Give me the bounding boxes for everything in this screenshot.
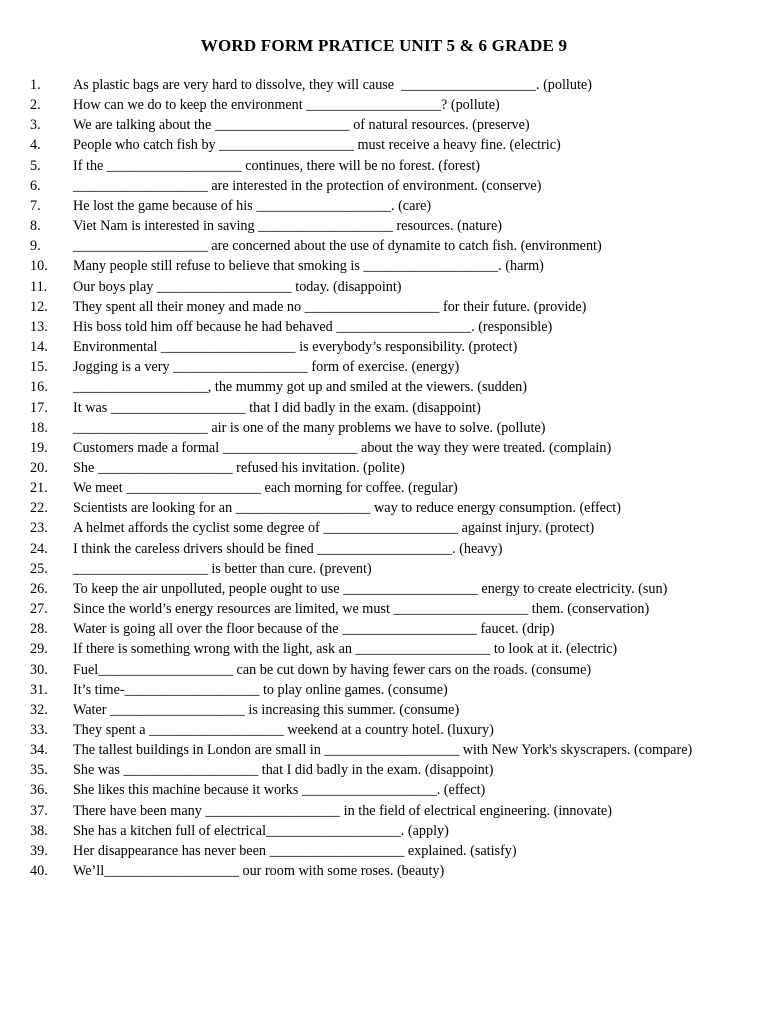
exercise-item	[30, 498, 746, 518]
exercise-item	[30, 95, 746, 115]
exercise-item	[30, 720, 746, 740]
exercise-item	[30, 801, 746, 821]
exercise-text: A helmet affords the cyclist some degree of ___________________ against injury. (protect)	[73, 520, 595, 537]
exercise-item	[30, 760, 746, 780]
worksheet-title: WORD FORM PRATICE UNIT 5 & 6 GRADE 9	[200, 36, 568, 55]
exercise-item	[30, 277, 746, 297]
exercise-item	[30, 458, 746, 478]
exercise-number: 24.	[30, 540, 48, 557]
exercise-number: 17.	[30, 399, 48, 416]
exercise-item	[30, 599, 746, 619]
exercise-text: If there is something wrong with the light, ask an ___________________ to look at it. (electric)	[73, 641, 618, 658]
exercise-item	[30, 156, 746, 176]
exercise-number: 2.	[30, 97, 41, 114]
exercise-number: 4.	[30, 137, 41, 154]
exercise-number: 40.	[30, 863, 48, 880]
exercise-text: ___________________, the mummy got up and smiled at the viewers. (sudden)	[73, 379, 527, 396]
exercise-list	[30, 75, 746, 881]
exercise-text: She ___________________ refused his invitation. (polite)	[73, 459, 405, 476]
exercise-text: It was ___________________ that I did badly in the exam. (disappoint)	[73, 399, 481, 416]
exercise-number: 26.	[30, 580, 48, 597]
exercise-number: 12.	[30, 298, 48, 315]
exercise-item	[30, 740, 746, 760]
exercise-number: 31.	[30, 681, 48, 698]
exercise-item	[30, 377, 746, 397]
exercise-number: 1.	[30, 77, 41, 93]
exercise-text: Water is going all over the floor because of the ___________________ faucet. (drip)	[73, 621, 555, 638]
exercise-text: Many people still refuse to believe that smoking is ___________________. (harm)	[73, 258, 544, 275]
exercise-number: 21.	[30, 480, 48, 497]
exercise-number: 18.	[30, 419, 48, 436]
exercise-item	[30, 256, 746, 276]
exercise-item	[30, 236, 746, 256]
exercise-text: There have been many ___________________ in the field of electrical engineering. (innovate)	[73, 802, 612, 819]
exercise-text: Since the world’s energy resources are limited, we must ___________________ them. (conservation)	[73, 601, 650, 618]
exercise-text: He lost the game because of his ___________________. (care)	[73, 197, 432, 214]
exercise-text: The tallest buildings in London are small in ___________________ with New York's skyscrapers. (compare)	[73, 742, 693, 759]
exercise-number: 30.	[30, 661, 48, 678]
exercise-number: 27.	[30, 601, 48, 618]
exercise-number: 11.	[30, 278, 48, 295]
exercise-text: ___________________ are interested in the protection of environment. (conserve)	[73, 177, 542, 194]
exercise-number: 20.	[30, 459, 48, 476]
exercise-number: 13.	[30, 318, 48, 335]
exercise-text: ___________________ is better than cure. (prevent)	[73, 560, 372, 577]
exercise-item	[30, 135, 746, 155]
exercise-item	[30, 75, 746, 95]
exercise-item	[30, 539, 746, 559]
exercise-number: 7.	[30, 197, 41, 214]
exercise-number: 34.	[30, 742, 48, 759]
exercise-item	[30, 438, 746, 458]
exercise-item	[30, 780, 746, 800]
exercise-item	[30, 660, 746, 680]
exercise-text: I think the careless drivers should be fined ___________________. (heavy)	[73, 540, 503, 557]
exercise-number: 6.	[30, 177, 41, 194]
exercise-number: 5.	[30, 157, 41, 174]
exercise-text: They spent a ___________________ weekend at a country hotel. (luxury)	[73, 722, 494, 738]
exercise-text: Fuel___________________ can be cut down by having fewer cars on the roads. (consume)	[73, 661, 592, 678]
exercise-item	[30, 861, 746, 881]
exercise-number: 25.	[30, 560, 48, 577]
exercise-number: 35.	[30, 762, 48, 779]
exercise-number: 9.	[30, 238, 41, 255]
exercise-number: 33.	[30, 722, 48, 738]
exercise-number: 36.	[30, 782, 48, 799]
exercise-text: His boss told him off because he had behaved ___________________. (responsible)	[73, 318, 553, 335]
exercise-item	[30, 398, 746, 418]
exercise-text: We meet ___________________ each morning for coffee. (regular)	[73, 480, 458, 497]
exercise-text: Customers made a formal ___________________ about the way they were treated. (complain)	[73, 439, 612, 456]
exercise-item	[30, 196, 746, 216]
exercise-item	[30, 317, 746, 337]
exercise-item	[30, 176, 746, 196]
exercise-item	[30, 518, 746, 538]
exercise-item	[30, 639, 746, 659]
exercise-item	[30, 619, 746, 639]
exercise-number: 38.	[30, 822, 48, 839]
exercise-text: If the ___________________ continues, there will be no forest. (forest)	[73, 157, 481, 174]
exercise-text: We are talking about the ___________________ of natural resources. (preserve)	[73, 117, 530, 134]
exercise-number: 32.	[30, 701, 48, 718]
exercise-item	[30, 297, 746, 317]
exercise-item	[30, 216, 746, 236]
exercise-text: Jogging is a very ___________________ form of exercise. (energy)	[73, 359, 460, 376]
exercise-text: Our boys play ___________________ today. (disappoint)	[73, 278, 402, 295]
exercise-text: To keep the air unpolluted, people ought to use ___________________ energy to create electricity. (sun)	[73, 580, 668, 597]
exercise-item	[30, 337, 746, 357]
exercise-item	[30, 680, 746, 700]
exercise-text: ___________________ air is one of the many problems we have to solve. (pollute)	[73, 419, 546, 436]
exercise-item	[30, 821, 746, 841]
exercise-item	[30, 559, 746, 579]
exercise-text: Viet Nam is interested in saving ___________________ resources. (nature)	[73, 218, 503, 235]
exercise-text: They spent all their money and made no ___________________ for their future. (provide)	[73, 298, 587, 315]
exercise-text: She was ___________________ that I did badly in the exam. (disappoint)	[73, 762, 494, 779]
exercise-text: Scientists are looking for an ___________________ way to reduce energy consumption. (effect)	[73, 500, 621, 517]
exercise-item	[30, 700, 746, 720]
exercise-item	[30, 418, 746, 438]
exercise-text: How can we do to keep the environment ___________________? (pollute)	[73, 97, 500, 114]
exercise-number: 22.	[30, 500, 48, 517]
exercise-number: 16.	[30, 379, 48, 396]
exercise-text: She has a kitchen full of electrical___________________. (apply)	[73, 822, 449, 839]
exercise-text: We’ll___________________ our room with some roses. (beauty)	[73, 863, 445, 880]
exercise-text: People who catch fish by ___________________ must receive a heavy fine. (electric)	[73, 137, 561, 154]
exercise-item	[30, 115, 746, 135]
exercise-number: 39.	[30, 842, 48, 859]
exercise-text: Water ___________________ is increasing this summer. (consume)	[73, 701, 460, 718]
exercise-number: 15.	[30, 359, 48, 376]
exercise-number: 29.	[30, 641, 48, 658]
exercise-text: Environmental ___________________ is everybody’s responsibility. (protect)	[73, 339, 518, 356]
exercise-number: 37.	[30, 802, 48, 819]
exercise-item	[30, 357, 746, 377]
exercise-item	[30, 579, 746, 599]
exercise-item	[30, 841, 746, 861]
exercise-number: 14.	[30, 339, 48, 356]
exercise-number: 10.	[30, 258, 48, 275]
exercise-number: 19.	[30, 439, 48, 456]
exercise-text: ___________________ are concerned about the use of dynamite to catch fish. (environment)	[73, 238, 602, 255]
exercise-number: 8.	[30, 218, 41, 235]
exercise-text: As plastic bags are very hard to dissolve, they will cause ___________________. (pollute)	[73, 77, 592, 93]
exercise-number: 28.	[30, 621, 48, 638]
exercise-number: 3.	[30, 117, 41, 134]
exercise-item	[30, 478, 746, 498]
exercise-text: Her disappearance has never been ___________________ explained. (satisfy)	[73, 842, 517, 859]
exercise-text: She likes this machine because it works ___________________. (effect)	[73, 782, 486, 799]
exercise-number: 23.	[30, 520, 48, 537]
exercise-text: It’s time-___________________ to play online games. (consume)	[73, 681, 448, 698]
